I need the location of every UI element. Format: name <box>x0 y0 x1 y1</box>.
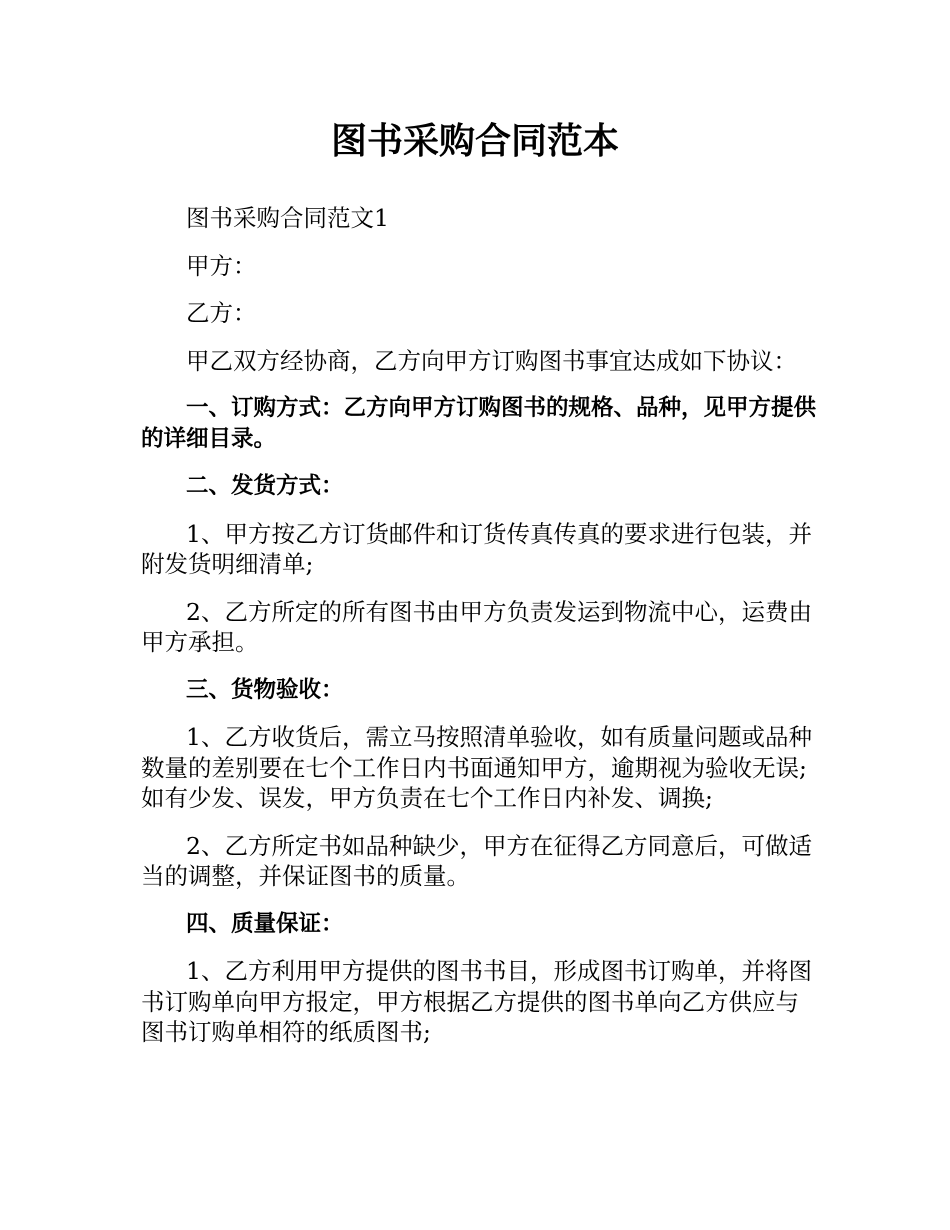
paragraph-inspection-2: 2、乙方所定书如品种缺少，甲方在征得乙方同意后，可做适当的调整，并保证图书的质量。 <box>141 831 812 890</box>
section-quality-guarantee: 四、质量保证： <box>186 910 344 937</box>
paragraph-shipping-1: 1、甲方按乙方订货邮件和订货传真传真的要求进行包装，并附发货明细清单; <box>141 519 812 578</box>
paragraph-inspection-1: 1、乙方收货后，需立马按照清单验收，如有质量问题或品种数量的差别要在七个工作日内书面通知甲方，逾期视为验收无误;如有少发、误发，甲方负责在七个工作日内补发、调换; <box>141 723 812 812</box>
section-goods-inspection: 三、货物验收： <box>186 676 344 703</box>
section-shipping-method: 二、发货方式： <box>186 473 344 499</box>
paragraph-heading-sample: 图书采购合同范文1 <box>186 204 389 232</box>
document-body <box>141 203 816 1065</box>
paragraph-shipping-2: 2、乙方所定的所有图书由甲方负责发运到物流中心，运费由甲方承担。 <box>141 597 812 656</box>
paragraph-party-b: 乙方： <box>186 299 257 327</box>
document-title: 图书采购合同范本 <box>330 121 619 162</box>
paragraph-intro: 甲乙双方经协商，乙方向甲方订购图书事宜达成如下协议： <box>186 346 797 375</box>
paragraph-party-a: 甲方： <box>186 251 257 280</box>
section-order-method: 一、订购方式：乙方向甲方订购图书的规格、品种，见甲方提供的详细目录。 <box>141 395 817 452</box>
paragraph-quality-1: 1、乙方利用甲方提供的图书书目，形成图书订购单，并将图书订购单向甲方报定，甲方根据乙方提供的图书单向乙方供应与图书订购单相符的纸质图书; <box>141 957 812 1046</box>
